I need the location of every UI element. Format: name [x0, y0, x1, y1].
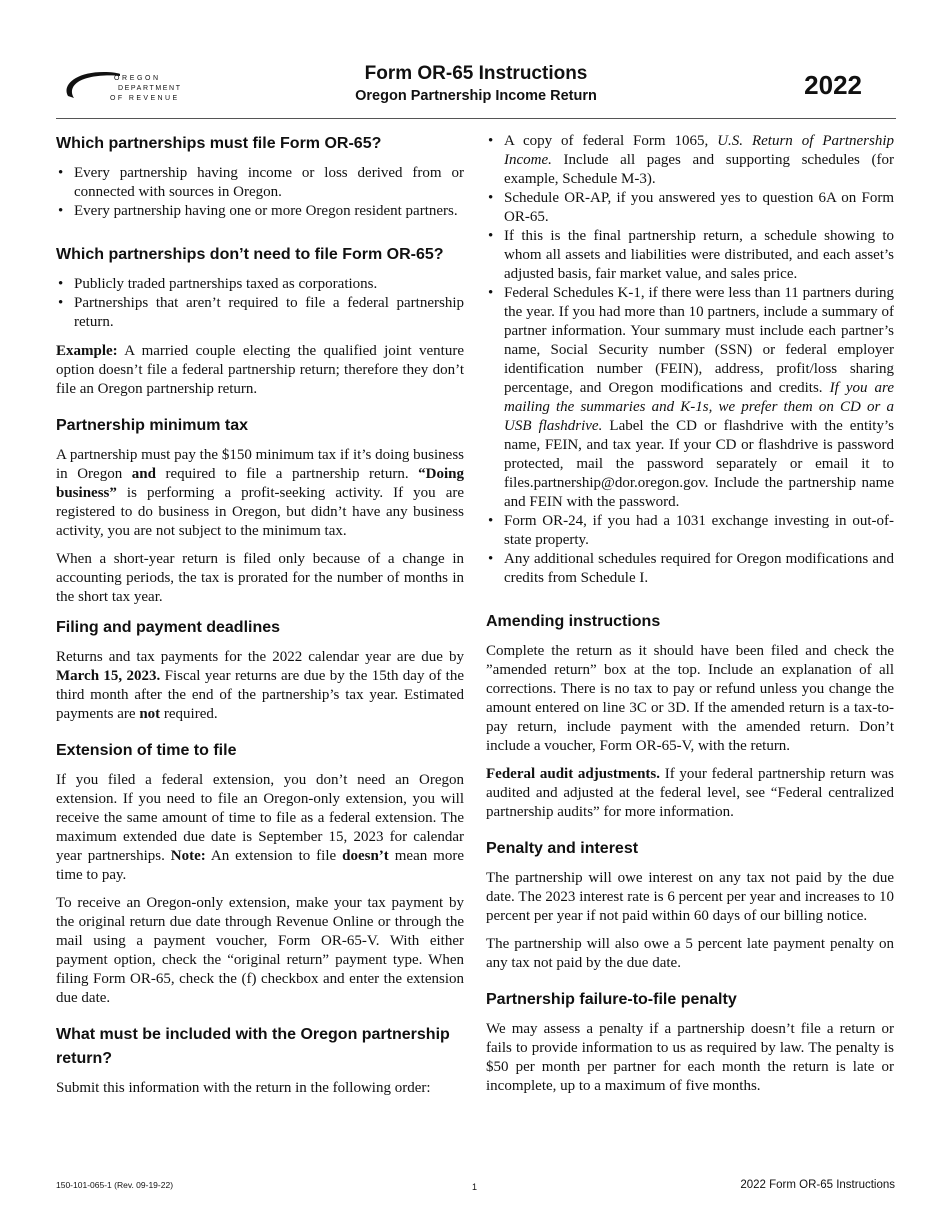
list-item: • Partnerships that aren’t required to file a federal partnership return.: [56, 294, 464, 332]
bullet-list: [486, 132, 894, 588]
form-number: 150-101-065-1 (Rev. 09-19-22): [56, 1180, 174, 1190]
list-item: • Every partnership having income or loss derived from or connected with sources in Oregon.: [56, 164, 464, 202]
paragraph: The partnership will also owe a 5 percent late payment penalty on any tax not paid by the due date.: [486, 936, 894, 971]
paragraph: Federal audit adjustments. If your federal partnership return was audited and adjusted at the federal level, see “Federal centralized partnership audits” for more information.: [486, 766, 894, 820]
bullet-list: [56, 275, 464, 332]
paragraph: We may assess a penalty if a partnership doesn’t file a return or fails to provide information to us as required by law. The penalty is $50 per month per partner for each month the return is late or incomplete, up to a maximum of five months.: [486, 1021, 894, 1094]
logo-text-line1: OREGON: [114, 75, 161, 82]
paragraph: Returns and tax payments for the 2022 calendar year are due by March 15, 2023. Fiscal year returns are due by the 15th day of the third month after the end of the partnership’s tax year. Estimated payments are not required.: [56, 649, 465, 722]
section-heading: Extension of time to file: [56, 742, 237, 759]
paragraph: If you filed a federal extension, you don’t need an Oregon extension. If you need to file an Oregon-only extension, you will receive the same amount of time to file as a federal extension. The maximum extended due date is September 15, 2023 for calendar year partnerships. Note: An extension to file doesn’t mean more time to pay.: [56, 772, 464, 883]
page-header: [56, 60, 896, 112]
section-heading: Partnership minimum tax: [56, 417, 249, 434]
paragraph: Example: A married couple electing the qualified joint venture option doesn’t file a federal partnership return; therefore they don’t file an Oregon partnership return.: [56, 343, 464, 397]
section-heading: Penalty and interest: [486, 840, 639, 857]
page-title: Form OR-65 Instructions: [364, 63, 588, 84]
section-heading: Partnership failure-to-file penalty: [486, 991, 737, 1008]
example-label: Example:: [56, 343, 118, 359]
footer-title: 2022 Form OR-65 Instructions: [740, 1179, 895, 1191]
paragraph: When a short-year return is filed only because of a change in accounting periods, the tax is prorated for the number of months in the short tax year.: [56, 551, 464, 605]
list-item: • Every partnership having one or more Oregon resident partners.: [56, 202, 464, 221]
section-heading: Which partnerships don’t need to file Form OR-65?: [56, 246, 444, 263]
paragraph: A partnership must pay the $150 minimum tax if it’s doing business in Oregon and required to file a partnership return. “Doing business” is performing a profit-seeking activity. If you are registered to do business in Oregon, but didn’t have any business activity, you are not subject to the minimum tax.: [56, 447, 464, 539]
paragraph: Submit this information with the return in the following order:: [56, 1080, 431, 1096]
section-heading: Which partnerships must file Form OR-65?: [56, 135, 382, 152]
page-subtitle: Oregon Partnership Income Return: [355, 88, 597, 104]
list-item: • Any additional schedules required for Oregon modifications and credits from Schedule I.: [486, 550, 894, 588]
section-heading: What must be included with the Oregon partnership return?: [56, 1026, 450, 1067]
page-number: 1: [472, 1182, 478, 1192]
bullet-list: [56, 164, 464, 221]
list-item: • If this is the final partnership return, a schedule showing to whom all assets and liabilities were distributed, and each asset’s adjusted basis, fair market value, and sales price.: [486, 227, 894, 284]
header-divider: [56, 118, 896, 119]
left-column: [56, 132, 464, 1107]
title-block: [56, 62, 896, 106]
list-item: • Federal Schedules K-1, if there were less than 11 partners during the year. If you had more than 10 partners, include a summary of partner information. Your summary must include each partner’s name, Social Security number (SSN) or federal employer identification number (FEIN), address, profit/loss sharing percentage, and Oregon modifications and credits. If you are mailing the summaries and K-1s, we prefer them on CD or a USB flashdrive. Label the CD or flashdrive with the entity’s name, FEIN, and tax year. If your CD or flashdrive is password protected, mail the password separately or email it to files.partnership@dor.oregon.gov. Include the partnership name and FEIN with the password.: [486, 284, 894, 512]
list-item: • Schedule OR-AP, if you answered yes to question 6A on Form OR-65.: [486, 189, 894, 227]
list-item: • Publicly traded partnerships taxed as corporations.: [56, 275, 464, 294]
logo-text-line3: OF REVENUE: [110, 95, 180, 102]
list-item: • Form OR-24, if you had a 1031 exchange investing in out-of-state property.: [486, 512, 894, 550]
paragraph: The partnership will owe interest on any tax not paid by the due date. The 2023 interest rate is 6 percent per year and increases to 10 percent per year if not paid within 60 days of our billing notice.: [486, 870, 894, 924]
right-column: [486, 132, 894, 1105]
section-heading: Filing and payment deadlines: [56, 619, 281, 636]
section-heading: Amending instructions: [486, 613, 661, 630]
tax-year: 2022: [804, 70, 862, 100]
list-item: • A copy of federal Form 1065, U.S. Return of Partnership Income. Include all pages and supporting schedules (for example, Schedule M-3).: [486, 132, 894, 189]
paragraph: To receive an Oregon-only extension, make your tax payment by the original return due date through Revenue Online or through the mail using a payment voucher, Form OR-65-V. With either payment option, check the “original return” payment type. When filing Form OR-65, check the (f) checkbox and enter the extension due date.: [56, 895, 464, 1006]
logo-text-line2: DEPARTMENT: [118, 85, 182, 92]
paragraph: Complete the return as it should have been filed and check the ”amended return” box at the top. Include an explanation of all corrections. There is no tax to pay or refund unless you change the amount entered on line 3C or 3D. If the amended return is a tax-to-pay return, include payment with the amended return. Don’t include a voucher, Form OR-65-V, with the return.: [486, 643, 894, 754]
